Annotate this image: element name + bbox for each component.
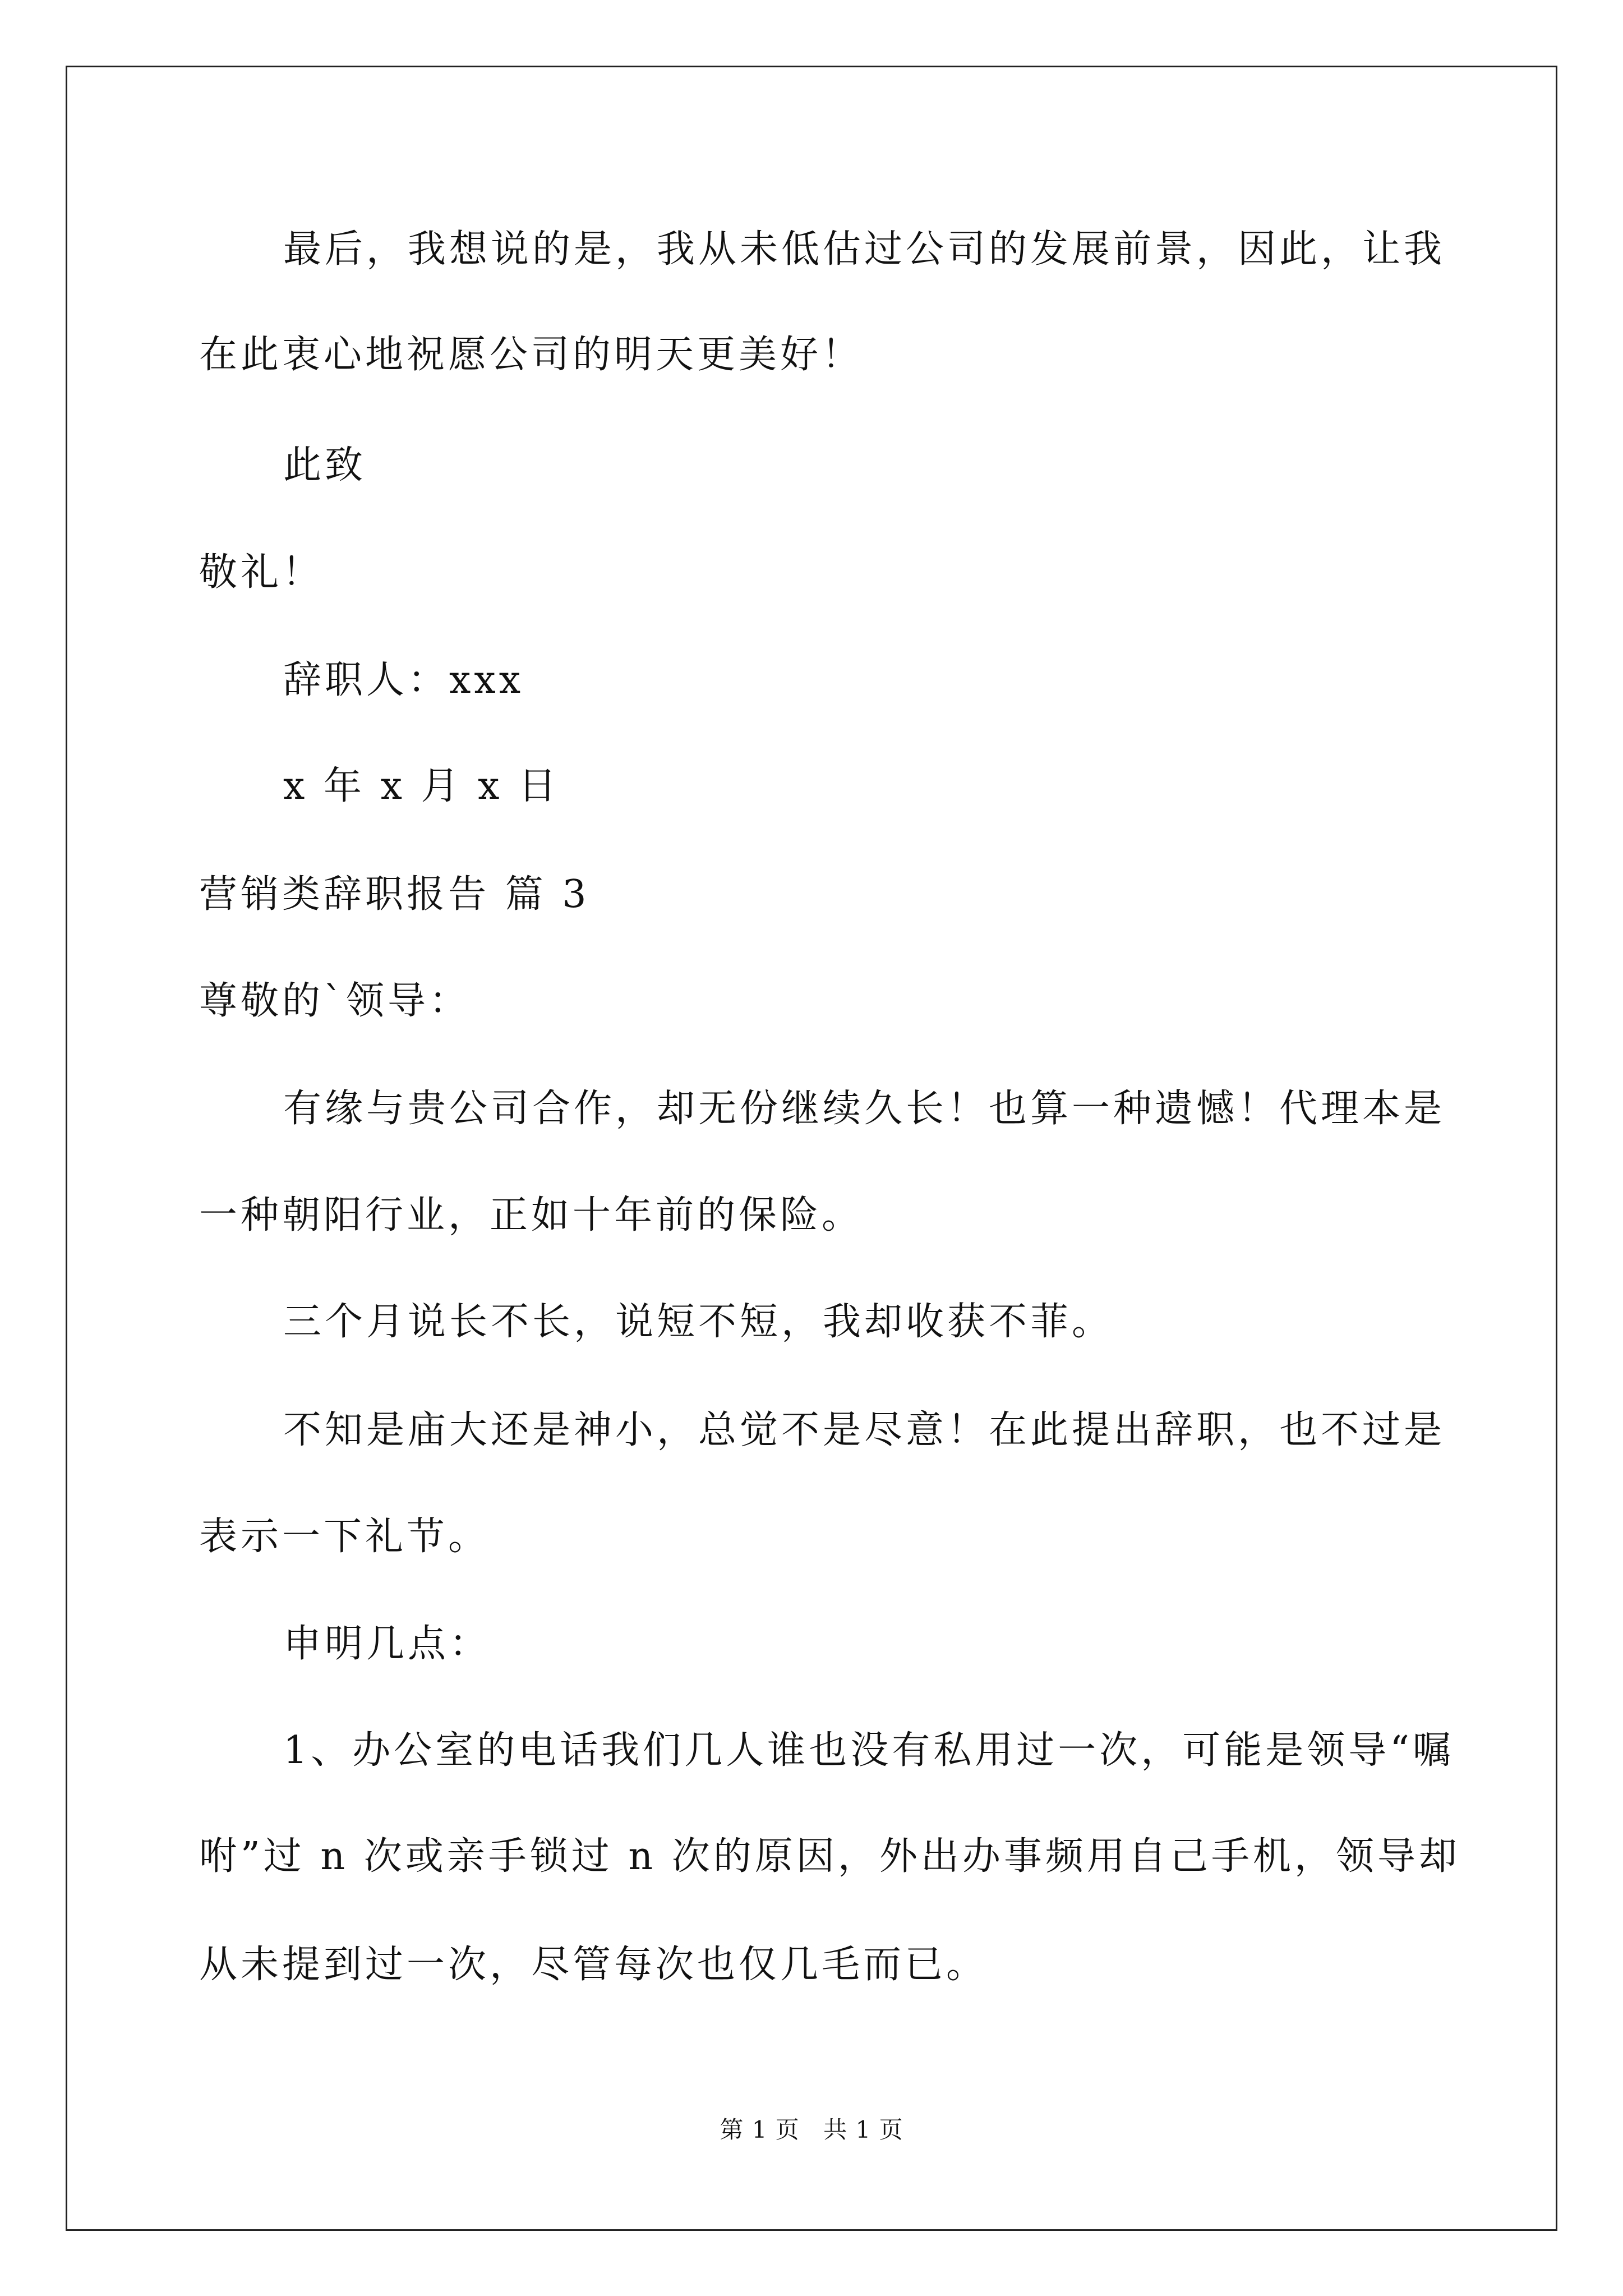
paragraph-line: 表示一下礼节。 xyxy=(199,1515,490,1559)
paragraph-line: 从未提到过一次，尽管每次也仅几毛而已。 xyxy=(199,1943,988,1987)
page-footer xyxy=(0,2116,1623,2144)
paragraph-line: 不知是庙大还是神小，总觉不是尽意！在此提出辞职，也不过是 xyxy=(283,1408,1446,1452)
signature-date: x 年 x 月 x 日 xyxy=(283,764,560,808)
paragraph-line: 咐”过 n 次或亲手锁过 n 次的原因，外出办事频用自己手机，领导却 xyxy=(199,1834,1460,1879)
paragraph-line: 一种朝阳行业，正如十年前的保险。 xyxy=(199,1193,864,1237)
paragraph-line: 最后，我想说的是，我从未低估过公司的发展前景，因此，让我 xyxy=(283,227,1446,272)
closing-salutation: 此致 xyxy=(283,443,367,487)
paragraph-line: 三个月说长不长，说短不短，我却收获不菲。 xyxy=(283,1300,1114,1344)
greeting: 尊敬的`领导： xyxy=(199,979,471,1023)
section-heading: 营销类辞职报告 篇 3 xyxy=(199,872,590,917)
paragraph-line: 有缘与贵公司合作，却无份继续久长！也算一种遗憾！代理本是 xyxy=(283,1087,1446,1131)
page-number: 第 1 页 xyxy=(720,2116,800,2143)
signature-name: 辞职人：xxx xyxy=(283,658,524,702)
paragraph-line: 在此衷心地祝愿公司的明天更美好！ xyxy=(199,333,864,377)
page-total: 共 1 页 xyxy=(823,2116,903,2143)
paragraph-line: 申明几点： xyxy=(283,1622,491,1666)
page-border xyxy=(66,66,1557,2231)
paragraph-line: 1、办公室的电话我们几人谁也没有私用过一次，可能是领导“嘱 xyxy=(283,1728,1455,1773)
closing-respect: 敬礼！ xyxy=(199,550,324,595)
